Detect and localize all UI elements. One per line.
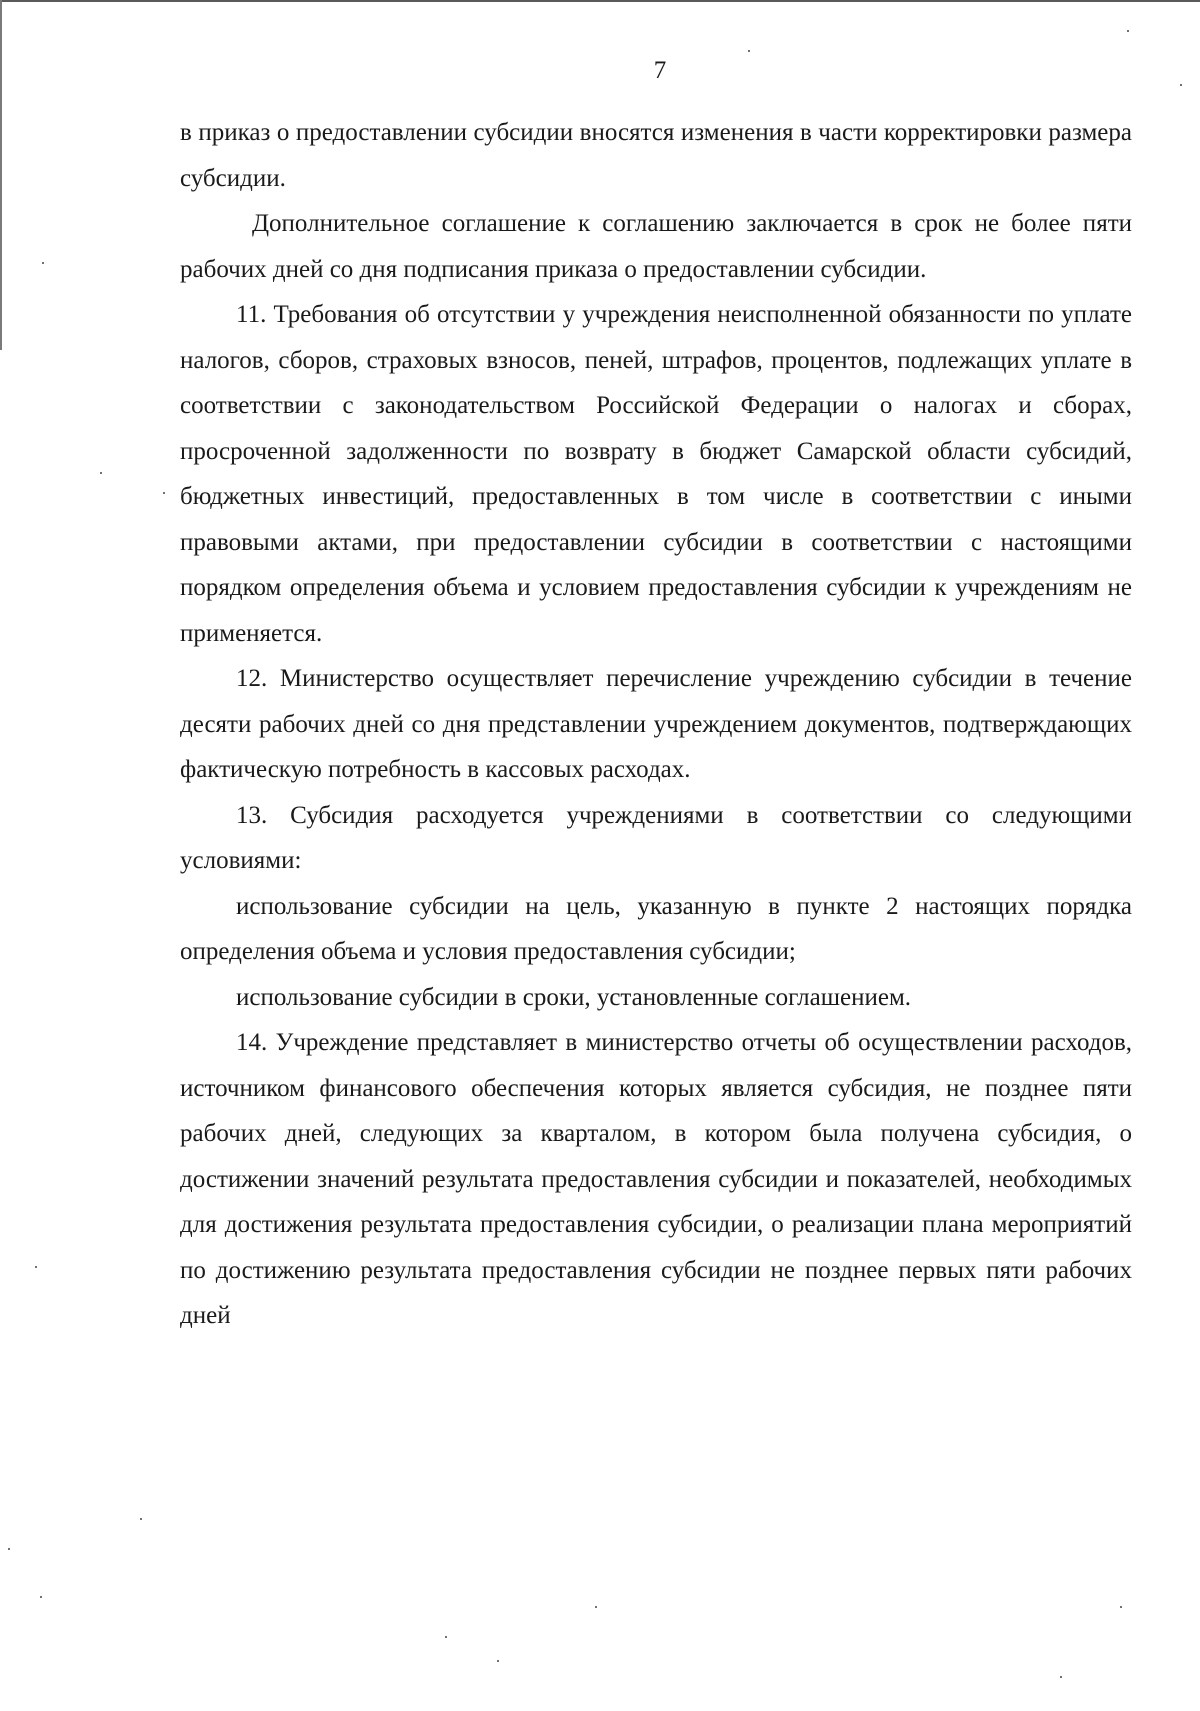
scan-top-edge xyxy=(0,0,1200,2)
document-body xyxy=(180,110,1132,1339)
scan-speck xyxy=(42,262,44,264)
paragraph-item-11: 11. Требования об отсутствии у учреждения неисполненной обязанности по уплате налогов, сборов, страховых взносов, пеней, штрафов, процентов, подлежащих уплате в соответствии с законодательством Российской Федерации о налогах и сборах, просроченной задолженности по возврату в бюджет Самарской области субсидий, бюджетных инвестиций, предоставленных в том числе в соответствии с иными правовыми актами, при предоставлении субсидии в соответствии с настоящими порядком определения объема и условием предоставления субсидии к учреждениям не применяется. xyxy=(180,301,1132,647)
scan-speck xyxy=(497,1660,499,1662)
scan-speck xyxy=(445,1636,447,1638)
scan-speck xyxy=(8,1548,10,1550)
scan-speck xyxy=(1060,1676,1062,1678)
page-number: 7 xyxy=(653,57,667,84)
scan-speck xyxy=(35,1266,37,1268)
scan-left-edge xyxy=(0,0,2,350)
paragraph-item-14: 14. Учреждение представляет в министерство отчеты об осуществлении расходов, источником финансового обеспечения которых является субсидия, не позднее пяти рабочих дней, следующих за кварталом, в котором была получена субсидия, о достижении значений результата предоставления субсидии и показателей, необходимых для достижения результата предоставления субсидии, о реализации плана мероприятий по достижению результата предоставления субсидии не позднее первых пяти рабочих дней xyxy=(180,1029,1132,1329)
scan-speck xyxy=(140,1518,142,1520)
paragraph-item-12: 12. Министерство осуществляет перечисление учреждению субсидии в течение десяти рабочих дней со дня представлении учреждением документов, подтверждающих фактическую потребность в кассовых расходах. xyxy=(180,665,1132,783)
scan-speck xyxy=(1127,30,1129,32)
scan-speck xyxy=(40,1596,42,1598)
paragraph-condition-purpose: использование субсидии на цель, указанную в пункте 2 настоящих порядка определения объема и условия предоставления субсидии; xyxy=(180,892,1132,965)
paragraph-continuation: в приказ о предоставлении субсидии вносятся изменения в части корректировки размера субсидии. xyxy=(180,119,1132,192)
paragraph-additional-agreement: Дополнительное соглашение к соглашению заключается в срок не более пяти рабочих дней со дня подписания приказа о предоставлении субсидии. xyxy=(180,210,1132,283)
paragraph-condition-terms: использование субсидии в сроки, установленные соглашением. xyxy=(236,983,912,1011)
scan-speck xyxy=(100,472,102,474)
scan-speck xyxy=(1180,84,1182,86)
scan-speck xyxy=(595,1606,597,1608)
scan-speck xyxy=(748,50,750,52)
scan-speck xyxy=(163,492,165,494)
paragraph-item-13: 13. Субсидия расходуется учреждениями в соответствии со следующими условиями: xyxy=(180,801,1132,874)
scan-speck xyxy=(1120,1606,1122,1608)
